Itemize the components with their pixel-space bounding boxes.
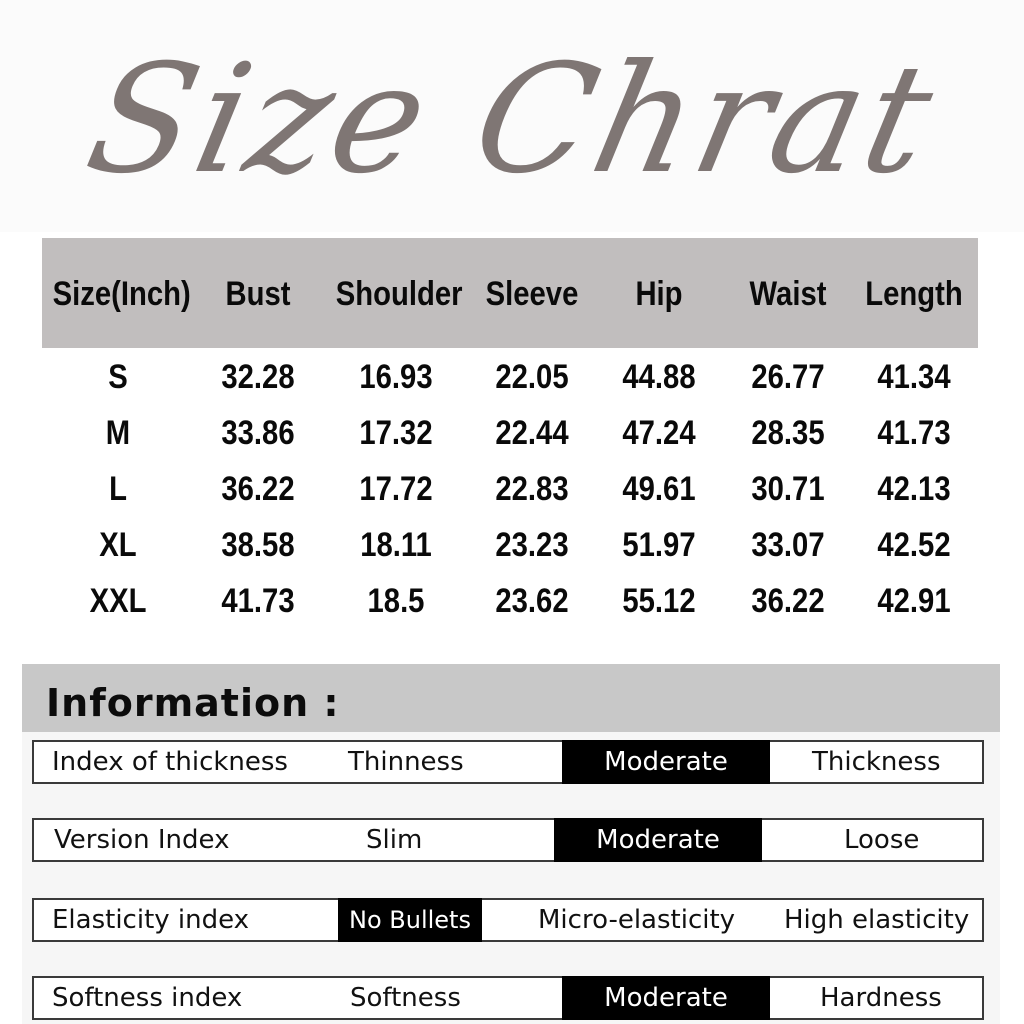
table-cell: 33.07 [751, 526, 825, 564]
header-size: Size(Inch) [52, 275, 191, 313]
size-label: S [108, 358, 128, 396]
option-loose: Loose [844, 825, 920, 855]
row-label: Index of thickness [52, 747, 288, 777]
row-label: Elasticity index [52, 905, 250, 935]
table-cell: 17.72 [359, 470, 433, 508]
table-cell: 51.97 [622, 526, 696, 564]
thickness-row [32, 740, 984, 784]
option-thickness: Thickness [812, 747, 941, 777]
table-cell: 36.22 [221, 470, 295, 508]
size-label: XL [99, 526, 137, 564]
table-cell: 47.24 [622, 414, 696, 452]
header-length: Length [865, 275, 963, 313]
table-cell: 22.83 [495, 470, 569, 508]
option-moderate-selected: Moderate [562, 976, 770, 1020]
header-sleeve: Sleeve [485, 275, 579, 313]
table-cell: 17.32 [359, 414, 433, 452]
option-no-bullets-selected: No Bullets [338, 898, 482, 942]
table-cell: 38.58 [221, 526, 295, 564]
table-cell: 28.35 [751, 414, 825, 452]
table-cell: 55.12 [622, 582, 696, 620]
table-cell: 22.44 [495, 414, 569, 452]
information-title: Information : [46, 681, 340, 725]
size-label: L [109, 470, 127, 508]
table-cell: 16.93 [359, 358, 433, 396]
table-cell: 36.22 [751, 582, 825, 620]
table-cell: 22.05 [495, 358, 569, 396]
page-title: Size Chrat [74, 33, 950, 207]
table-cell: 42.13 [877, 470, 951, 508]
table-cell: 41.73 [877, 414, 951, 452]
table-cell: 44.88 [622, 358, 696, 396]
option-moderate-selected: Moderate [562, 740, 770, 784]
option-thinness: Thinness [348, 747, 464, 777]
table-cell: 49.61 [622, 470, 696, 508]
row-label: Version Index [54, 825, 230, 855]
table-cell: 23.23 [495, 526, 569, 564]
size-label: M [105, 414, 131, 452]
option-moderate-selected: Moderate [554, 818, 762, 862]
option-hardness: Hardness [820, 983, 942, 1013]
option-slim: Slim [366, 825, 423, 855]
header-shoulder: Shoulder [335, 275, 463, 313]
softness-row [32, 976, 984, 1020]
header-hip: Hip [635, 275, 683, 313]
table-cell: 23.62 [495, 582, 569, 620]
table-cell: 32.28 [221, 358, 295, 396]
option-high-elasticity: High elasticity [784, 905, 970, 935]
table-cell: 42.91 [877, 582, 951, 620]
header-waist: Waist [749, 275, 827, 313]
table-cell: 30.71 [751, 470, 825, 508]
table-cell: 18.11 [360, 526, 432, 564]
option-micro-elasticity: Micro-elasticity [538, 905, 736, 935]
table-cell: 41.73 [221, 582, 295, 620]
header-bust: Bust [225, 275, 291, 313]
version-row [32, 818, 984, 862]
elasticity-row [32, 898, 984, 942]
option-softness: Softness [350, 983, 461, 1013]
table-cell: 41.34 [877, 358, 951, 396]
row-label: Softness index [52, 983, 243, 1013]
table-cell: 33.86 [221, 414, 295, 452]
table-cell: 26.77 [751, 358, 825, 396]
table-cell: 18.5 [367, 582, 425, 620]
table-cell: 42.52 [877, 526, 951, 564]
size-label: XXL [89, 582, 147, 620]
